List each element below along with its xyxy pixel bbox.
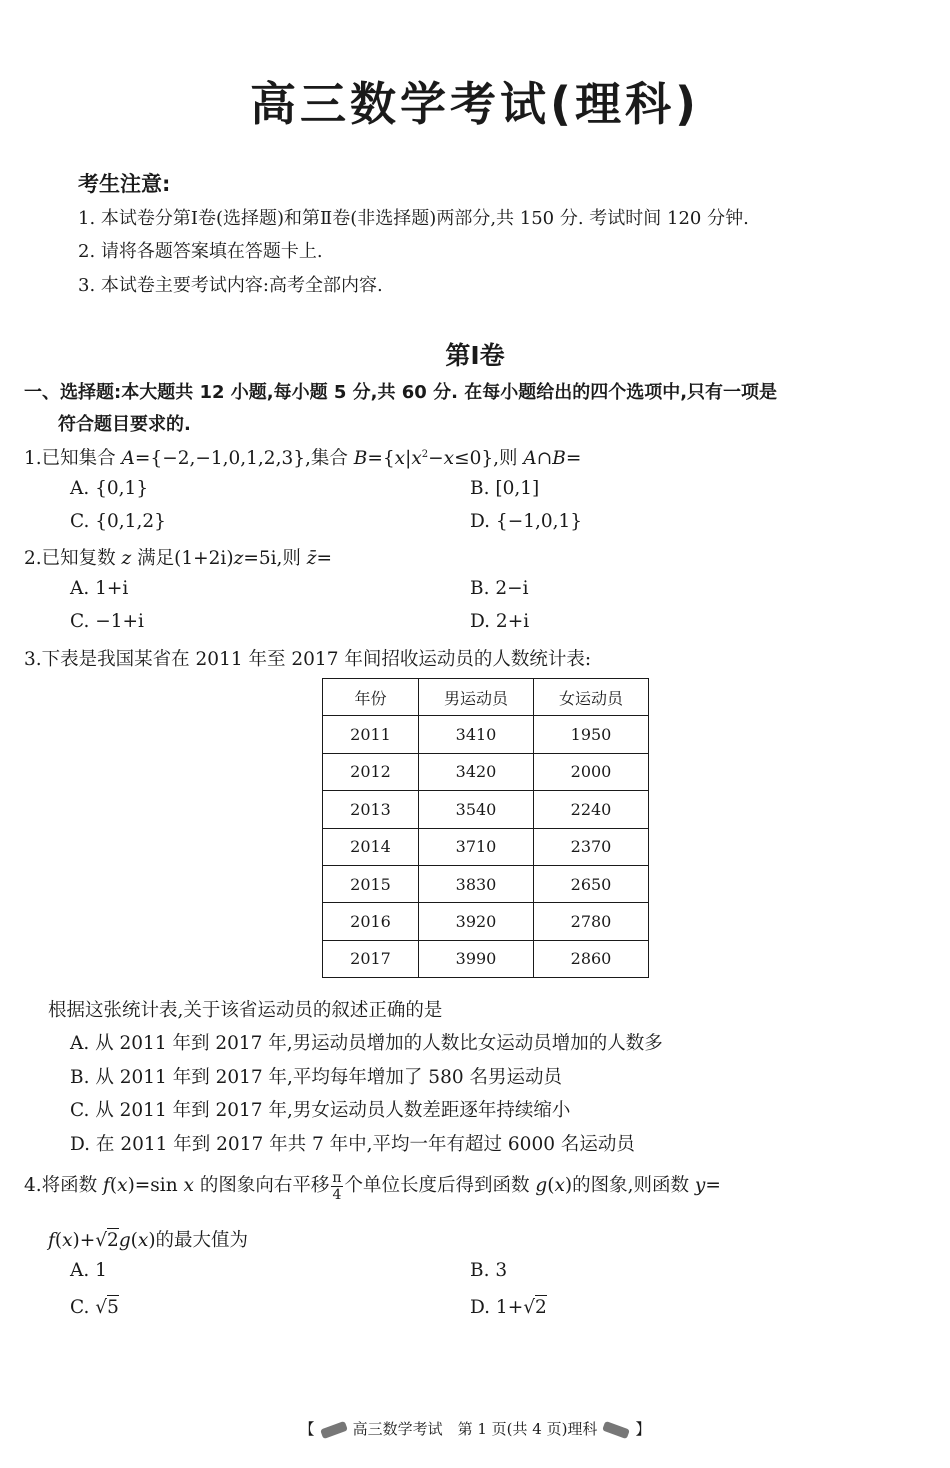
footer-left-bracket: 【 [299, 1420, 315, 1438]
q1-text: ={−2,−1,0,1,2,3},集合 [134, 448, 354, 469]
table-cell: 3710 [419, 828, 534, 865]
table-cell: 2000 [534, 753, 649, 790]
q2-conjugate: z̄ [306, 548, 317, 569]
table-header-cell: 女运动员 [534, 679, 649, 716]
table-cell: 2014 [323, 828, 419, 865]
q1-option-c: C. {0,1,2} [70, 511, 166, 532]
q4-var: g [535, 1175, 548, 1196]
table-cell: 2370 [534, 828, 649, 865]
table-row [323, 903, 649, 940]
q1-var: A [121, 448, 135, 469]
sqrt-icon: √ [523, 1297, 536, 1318]
fraction-denominator: 4 [332, 1186, 342, 1203]
q1-exponent: 2 [421, 449, 429, 460]
q4-paren: ) [72, 1230, 80, 1251]
part-one-instructions-line2: 符合题目要求的. [58, 414, 191, 435]
q1-option-b: B. [0,1] [470, 478, 540, 499]
q1-text: = [565, 448, 582, 469]
q4-var: x [554, 1175, 565, 1196]
table-cell: 3410 [419, 716, 534, 753]
question-4-stem-line2 [48, 1226, 248, 1252]
q2-text: 已知复数 [41, 548, 122, 569]
q4-paren: ) [564, 1175, 573, 1196]
table-header-cell: 年份 [323, 679, 419, 716]
q2-text: = [316, 548, 333, 569]
q4-var: g [118, 1230, 131, 1251]
sqrt-icon: √ [95, 1230, 108, 1251]
athlete-statistics-table [322, 678, 649, 978]
q1-text: ={ [367, 448, 395, 469]
q3-option-b: B. 从 2011 年到 2017 年,平均每年增加了 580 名男运动员 [70, 1067, 562, 1088]
q4-var: x [117, 1175, 128, 1196]
footer-right-bracket: 】 [635, 1420, 651, 1438]
q1-var: x [443, 448, 455, 469]
table-cell: 2011 [323, 716, 419, 753]
notice-item-2: 2. 请将各题答案填在答题卡上. [78, 241, 323, 262]
q4-paren: ) [127, 1175, 135, 1196]
q4-var: y [694, 1175, 706, 1196]
option-label: D. 1+ [470, 1297, 524, 1318]
q1-var: B [552, 448, 566, 469]
question-number: 3. [24, 649, 42, 670]
q4-var: x [137, 1230, 149, 1251]
q4-text: 个单位长度后得到函数 [344, 1175, 536, 1196]
q4-option-d [470, 1297, 547, 1318]
q4-var: x [62, 1230, 73, 1251]
notice-item-1: 1. 本试卷分第Ⅰ卷(选择题)和第Ⅱ卷(非选择题)两部分,共 150 分. 考试时间 120 分钟. [78, 208, 749, 229]
q3-text: 下表是我国某省在 2011 年至 2017 年间招收运动员的人数统计表: [41, 649, 592, 670]
q3-option-d: D. 在 2011 年到 2017 年共 7 年中,平均一年有超过 6000 名运动员 [70, 1134, 635, 1155]
table-cell: 3990 [419, 940, 534, 977]
q2-var: z [121, 548, 132, 569]
q4-option-a: A. 1 [70, 1260, 107, 1281]
q4-text: 的图象向右平移 [193, 1175, 330, 1196]
table-cell: 2017 [323, 940, 419, 977]
q2-option-c: C. −1+i [70, 611, 144, 632]
part-one-instructions-line1: 一、选择题:本大题共 12 小题,每小题 5 分,共 60 分. 在每小题给出的四个选项中,只有一项是 [24, 382, 778, 403]
option-radicand: 2 [535, 1297, 547, 1318]
q4-text: 的最大值为 [155, 1230, 249, 1251]
table-cell: 1950 [534, 716, 649, 753]
fraction-numerator: π [332, 1169, 342, 1186]
q1-var: A [523, 448, 537, 469]
table-cell: 3920 [419, 903, 534, 940]
exam-title: 高三数学考试(理科) [249, 77, 701, 131]
q3-stem-text: 根据这张统计表,关于该省运动员的叙述正确的是 [48, 1000, 443, 1021]
table-row [323, 865, 649, 902]
q4-paren: ( [109, 1175, 118, 1196]
sqrt-icon: √ [95, 1297, 108, 1318]
table-row [323, 716, 649, 753]
table-cell: 2240 [534, 791, 649, 828]
q4-text: =sin [134, 1175, 184, 1196]
question-number: 1. [24, 448, 42, 469]
notice-heading: 考生注意: [78, 172, 171, 196]
notice-item-3: 3. 本试卷主要考试内容:高考全部内容. [78, 275, 383, 296]
q4-paren: ( [54, 1230, 63, 1251]
question-4-stem [24, 1164, 721, 1208]
q3-option-a: A. 从 2011 年到 2017 年,男运动员增加的人数比女运动员增加的人数多 [70, 1033, 663, 1054]
table-cell: 2013 [323, 791, 419, 828]
table-cell: 2860 [534, 940, 649, 977]
option-label: C. [70, 1297, 96, 1318]
table-row [323, 753, 649, 790]
q4-text: + [79, 1230, 96, 1251]
table-header-cell: 男运动员 [419, 679, 534, 716]
q2-text: =5i,则 [243, 548, 307, 569]
q4-paren: ( [547, 1175, 555, 1196]
pi-over-four-fraction [331, 1170, 342, 1203]
question-3-stem [24, 645, 591, 671]
q4-text: 将函数 [41, 1175, 104, 1196]
table-cell: 3540 [419, 791, 534, 828]
table-row [323, 791, 649, 828]
q1-text: − [428, 448, 444, 469]
q1-var: x [411, 448, 422, 469]
question-1-stem [24, 444, 581, 470]
q3-option-c: C. 从 2011 年到 2017 年,男女运动员人数差距逐年持续缩小 [70, 1100, 571, 1121]
page-footer [0, 1418, 950, 1439]
q2-text: 满足(1+2i) [131, 548, 234, 569]
table-row [323, 940, 649, 977]
q2-var: z [233, 548, 244, 569]
table-cell: 2650 [534, 865, 649, 902]
q4-var: f [48, 1230, 55, 1251]
q2-option-b: B. 2−i [470, 578, 529, 599]
q4-var: f [103, 1175, 110, 1196]
q4-option-b: B. 3 [470, 1260, 508, 1281]
q4-text: 的图象,则函数 [572, 1175, 695, 1196]
table-cell: 3830 [419, 865, 534, 902]
table-cell: 2012 [323, 753, 419, 790]
q1-var: B [353, 448, 368, 469]
pencil-icon [603, 1421, 631, 1439]
q2-option-a: A. 1+i [70, 578, 129, 599]
q1-var: x [394, 448, 406, 469]
q1-text: | [405, 448, 412, 469]
q4-var: x [183, 1175, 194, 1196]
q1-text: ≤0},则 [454, 448, 524, 469]
question-2-stem [24, 544, 332, 570]
table-cell: 2780 [534, 903, 649, 940]
table-header-row [323, 679, 649, 716]
option-radicand: 5 [107, 1297, 119, 1318]
q4-radicand: 2 [107, 1230, 119, 1251]
q4-option-c [70, 1297, 119, 1318]
question-number: 4. [24, 1175, 42, 1196]
table-row [323, 828, 649, 865]
q2-option-d: D. 2+i [470, 611, 530, 632]
q1-option-a: A. {0,1} [70, 478, 149, 499]
q1-option-d: D. {−1,0,1} [470, 511, 583, 532]
table-cell: 3420 [419, 753, 534, 790]
question-number: 2. [24, 548, 42, 569]
q4-paren: ( [130, 1230, 138, 1251]
table-cell: 2016 [323, 903, 419, 940]
footer-text: 高三数学考试 第 1 页(共 4 页)理科 [352, 1420, 598, 1438]
q1-text: ∩ [536, 448, 553, 469]
pencil-icon [320, 1421, 348, 1439]
q4-text: = [705, 1175, 721, 1196]
section-title: 第Ⅰ卷 [445, 341, 505, 370]
table-cell: 2015 [323, 865, 419, 902]
q4-paren: ) [148, 1230, 156, 1251]
q1-text: 已知集合 [41, 448, 122, 469]
